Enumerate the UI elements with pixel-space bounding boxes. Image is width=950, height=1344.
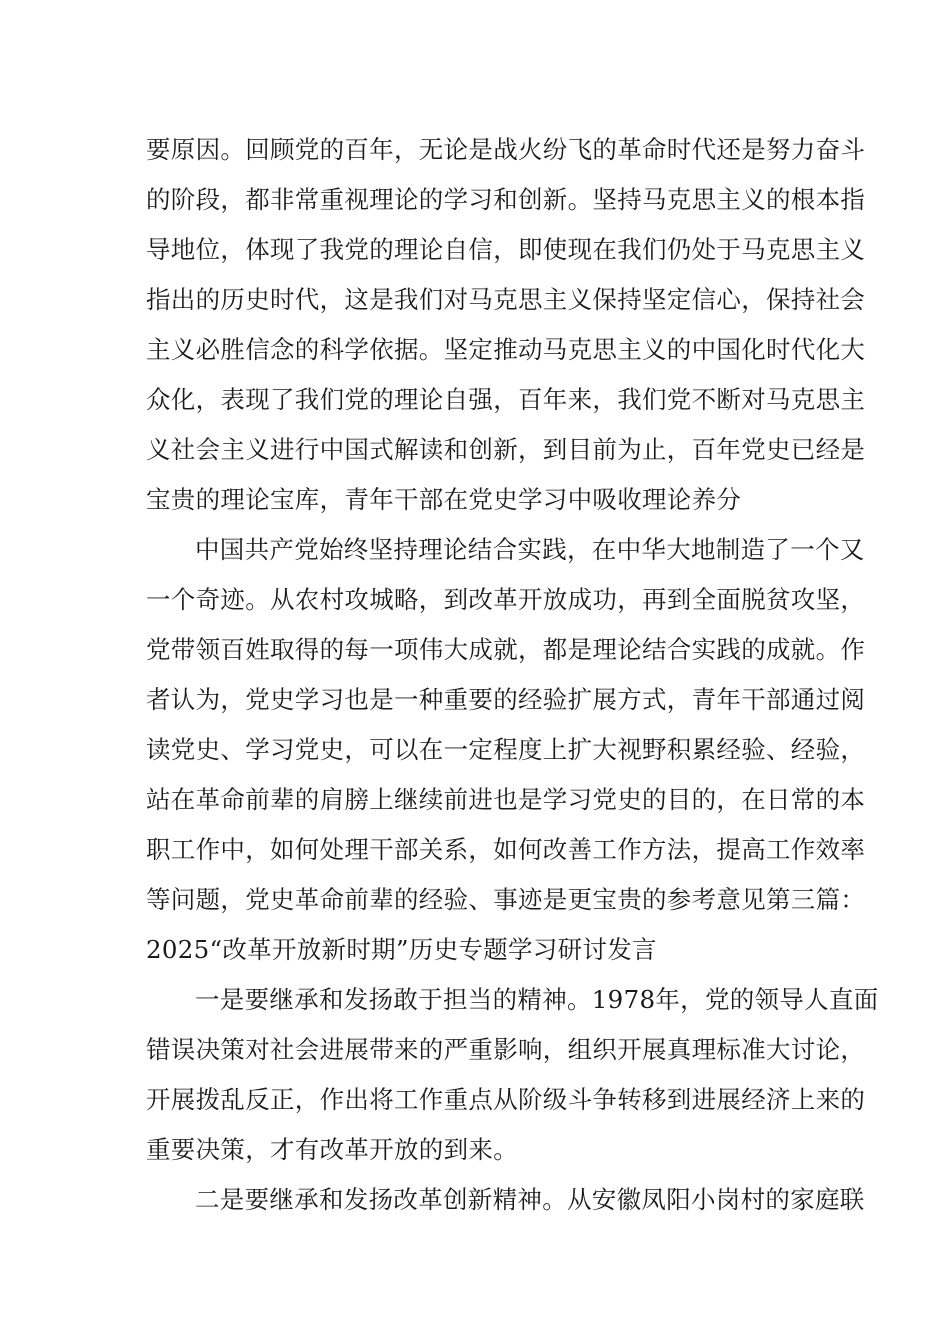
paragraph-first-line: 二是要继承和发扬改革创新精神。从安徽凤阳小岗村的家庭联 [195, 1185, 865, 1214]
paragraph-first-line: 一是要继承和发扬敢于担当的精神。1978年，党的领导人直面 [195, 985, 879, 1014]
text-line: 者认为，党史学习也是一种重要的经验扩展方式，青年干部通过阅 [146, 685, 866, 714]
text-line: 义社会主义进行中国式解读和创新，到目前为止，百年党史已经是 [146, 435, 866, 464]
text-line: 众化，表现了我们党的理论自强，百年来，我们党不断对马克思主 [146, 385, 866, 414]
text-line: 要原因。回顾党的百年，无论是战火纷飞的革命时代还是努力奋斗 [146, 135, 866, 164]
text-line: 错误决策对社会进展带来的严重影响，组织开展真理标准大讨论， [146, 1035, 866, 1064]
text-line: 宝贵的理论宝库，青年干部在党史学习中吸收理论养分 [146, 485, 742, 514]
text-line: 的阶段，都非常重视理论的学习和创新。坚持马克思主义的根本指 [146, 185, 866, 214]
paragraph-first-line: 中国共产党始终坚持理论结合实践，在中华大地制造了一个又 [195, 535, 865, 564]
text-line: 主义必胜信念的科学依据。坚定推动马克思主义的中国化时代化大 [146, 335, 866, 364]
body-text [146, 125, 879, 1225]
text-line: 等问题，党史革命前辈的经验、事迹是更宝贵的参考意见第三篇： [146, 885, 866, 914]
text-line: 开展拨乱反正，作出将工作重点从阶级斗争转移到进展经济上来的 [146, 1085, 866, 1114]
text-line: 读党史、学习党史，可以在一定程度上扩大视野积累经验、经验， [146, 735, 866, 764]
text-line: 职工作中，如何处理干部关系，如何改善工作方法，提高工作效率 [146, 835, 866, 864]
text-line: 党带领百姓取得的每一项伟大成就，都是理论结合实践的成就。作 [146, 635, 866, 664]
section-heading: 2025“改革开放新时期”历史专题学习研讨发言 [146, 935, 657, 964]
text-line: 指出的历史时代，这是我们对马克思主义保持坚定信心，保持社会 [146, 285, 866, 314]
text-line: 重要决策，才有改革开放的到来。 [146, 1135, 518, 1164]
text-line: 导地位，体现了我党的理论自信，即使现在我们仍处于马克思主义 [146, 235, 866, 264]
text-line: 一个奇迹。从农村攻城略，到改革开放成功，再到全面脱贫攻坚， [146, 585, 866, 614]
text-line: 站在革命前辈的肩膀上继续前进也是学习党史的目的，在日常的本 [146, 785, 866, 814]
